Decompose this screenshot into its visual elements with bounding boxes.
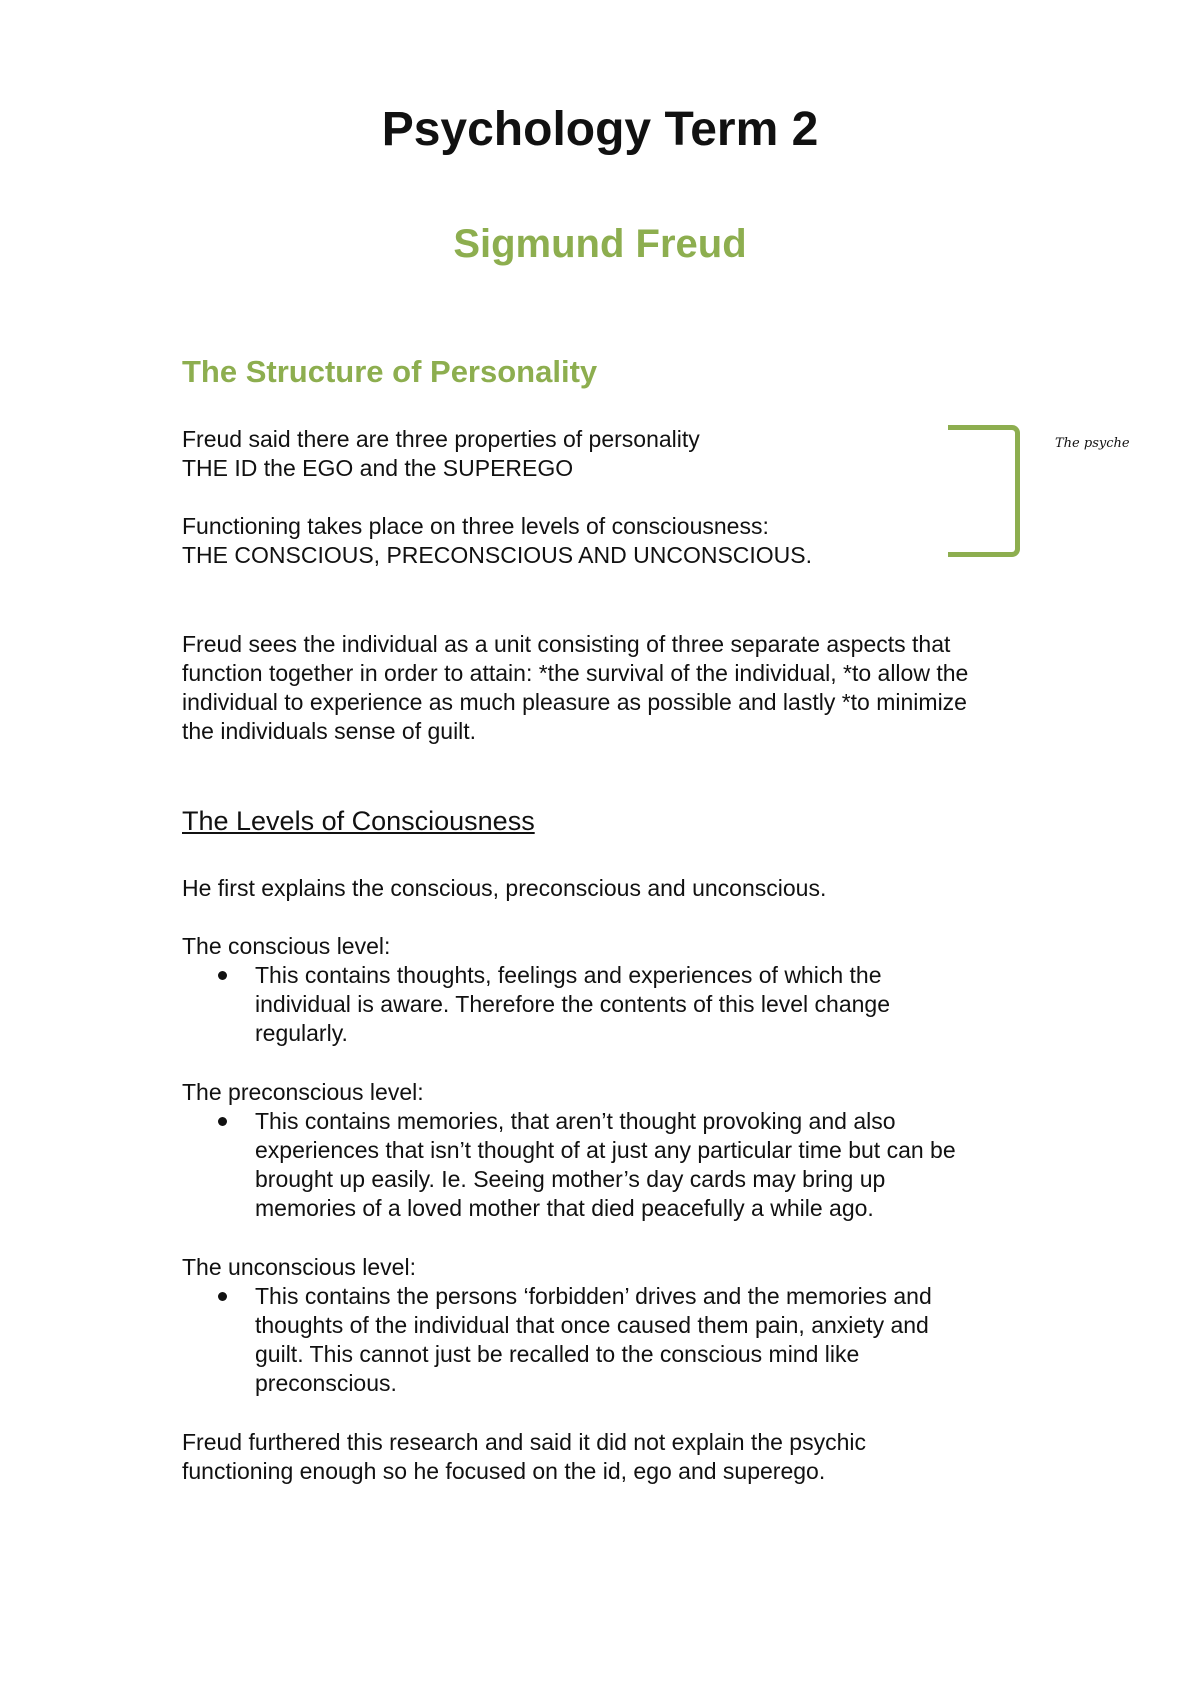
bullet-line: This contains the persons ‘forbidden’ drives and the memories and (255, 1283, 932, 1309)
bullet-icon (218, 1292, 227, 1301)
paragraph-line: individual to experience as much pleasure as possible and lastly *to minimize (182, 689, 967, 715)
section-heading-structure: The Structure of Personality (182, 354, 598, 389)
bullet-icon (218, 971, 227, 980)
bullet-line: memories of a loved mother that died peacefully a while ago. (255, 1195, 874, 1221)
document-title: Psychology Term 2 (381, 103, 819, 156)
psyche-bracket (948, 425, 1020, 557)
bullet-line: thoughts of the individual that once caused them pain, anxiety and (255, 1312, 929, 1338)
side-note-psyche: The psyche (1055, 436, 1130, 451)
bullet-line: brought up easily. Ie. Seeing mother’s day cards may bring up (255, 1166, 886, 1192)
bullet-line: This contains memories, that aren’t thought provoking and also (255, 1108, 896, 1134)
bullet-line: experiences that isn’t thought of at just any particular time but can be (255, 1137, 956, 1163)
bullet-line: preconscious. (255, 1370, 397, 1396)
bullet-line: regularly. (255, 1020, 348, 1046)
intro-line-levels: THE CONSCIOUS, PRECONSCIOUS AND UNCONSCIOUS. (182, 542, 813, 568)
bullet-line: This contains thoughts, feelings and experiences of which the (255, 962, 882, 988)
preconscious-label: The preconscious level: (182, 1079, 424, 1105)
paragraph-line: function together in order to attain: *the survival of the individual, *to allow the (182, 660, 969, 686)
intro-line-id-ego-superego: THE ID the EGO and the SUPEREGO (182, 455, 574, 481)
bullet-line: individual is aware. Therefore the contents of this level change (255, 991, 891, 1017)
list-item (182, 1107, 1042, 1223)
paragraph-line: the individuals sense of guilt. (182, 718, 477, 744)
intro-line-properties: Freud said there are three properties of personality (182, 426, 700, 452)
section-heading-levels: The Levels of Consciousness (182, 806, 535, 836)
unconscious-label: The unconscious level: (182, 1254, 416, 1280)
preconscious-list (182, 1107, 1042, 1223)
document-subtitle: Sigmund Freud (453, 222, 747, 266)
paragraph-individual-unit (182, 630, 1042, 746)
paragraph-line: Freud sees the individual as a unit consisting of three separate aspects that (182, 631, 951, 657)
paragraph-line: functioning enough so he focused on the id, ego and superego. (182, 1458, 826, 1484)
bullet-icon (218, 1117, 227, 1126)
paragraph-line: Freud furthered this research and said it did not explain the psychic (182, 1429, 866, 1455)
closing-paragraph (182, 1428, 1042, 1486)
intro-line-functioning: Functioning takes place on three levels of consciousness: (182, 513, 769, 539)
levels-intro: He first explains the conscious, preconscious and unconscious. (182, 875, 827, 901)
conscious-list (182, 961, 1042, 1048)
unconscious-list (182, 1282, 1042, 1398)
list-item (182, 1282, 1042, 1398)
list-item (182, 961, 1042, 1048)
conscious-label: The conscious level: (182, 933, 391, 959)
bullet-line: guilt. This cannot just be recalled to the conscious mind like (255, 1341, 860, 1367)
